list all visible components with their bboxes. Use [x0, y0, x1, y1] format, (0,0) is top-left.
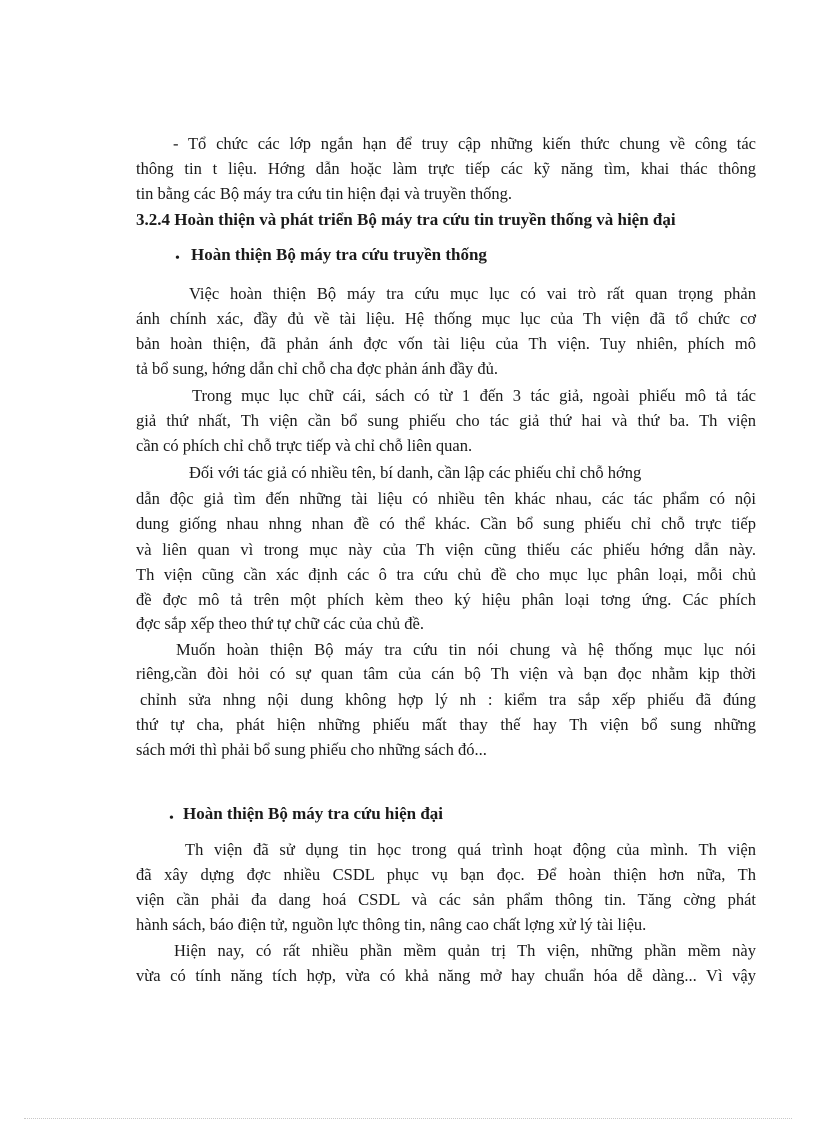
- text-line: Th viện cũng cần xác định các ô tra cứu chủ đề cho mục lục phân loại, mỗi chủ: [136, 565, 756, 584]
- text-line: đợc sắp xếp theo thứ tự chữ các của chủ đề.: [136, 614, 424, 633]
- text-line: Hiện nay, có rất nhiều phần mềm quản trị Th viện, những phần mềm này: [174, 941, 756, 960]
- text-line: vừa có tính năng tích hợp, vừa có khả năng mở hay chuẩn hóa dễ dàng... Vì vậy: [136, 966, 756, 985]
- text-line: đề đợc mô tả trên một phích kèm theo ký hiệu phân loại tơng ứng. Các phích: [136, 590, 756, 609]
- text-line: thứ tự cha, phát hiện những phiếu mất thay thế hay Th viện bổ sung những: [136, 715, 756, 734]
- section-heading: 3.2.4 Hoàn thiện và phát triển Bộ máy tra cứu tin truyền thống và hiện đại: [136, 210, 676, 229]
- subheading-traditional: Hoàn thiện Bộ máy tra cứu truyền thống: [191, 245, 487, 264]
- text-line: Đối với tác giả có nhiều tên, bí danh, cần lập các phiếu chỉ chỗ hớng: [189, 463, 642, 482]
- page-bottom-divider: [24, 1118, 792, 1119]
- text-line: viện cần phải đa dang hoá CSDL và các sản phẩm thông tin. Tăng cờng phát: [136, 890, 756, 909]
- text-line: riêng,cần đòi hỏi có sự quan tâm của cán bộ Th viện và bạn đọc nhằm kịp thời: [136, 664, 756, 683]
- subheading-modern: Hoàn thiện Bộ máy tra cứu hiện đại: [183, 804, 444, 823]
- text-line: Việc hoàn thiện Bộ máy tra cứu mục lục có vai trò rất quan trọng phản: [189, 284, 756, 303]
- text-line: tin bằng các Bộ máy tra cứu tin hiện đại và truyền thống.: [136, 184, 512, 203]
- text-line: giả thứ nhất, Th viện cần bổ sung phiếu cho tác giả thứ hai và thứ ba. Th viện: [136, 411, 756, 430]
- text-line: chỉnh sửa nhng nội dung không hợp lý nh : kiểm tra sắp xếp phiếu đã đúng: [140, 690, 756, 709]
- text-line: sách mới thì phải bổ sung phiếu cho những sách đó...: [136, 740, 487, 759]
- text-line: Trong mục lục chữ cái, sách có từ 1 đến 3 tác giả, ngoài phiếu mô tả tác: [192, 386, 756, 405]
- text-line: bản hoàn thiện, đã phản ánh đợc vốn tài liệu của Th viện. Tuy nhiên, phích mô: [136, 334, 756, 353]
- text-line: dẫn độc giả tìm đến những tài liệu có nhiều tên khác nhau, các tác phẩm có nội: [136, 489, 756, 508]
- text-line: thông tin t liệu. Hớng dẫn hoặc làm trực tiếp các kỹ năng tìm, khai thác thông: [136, 159, 756, 178]
- bullet-icon: •: [169, 811, 174, 826]
- text-line: Muốn hoàn thiện Bộ máy tra cứu tin nói chung và hệ thống mục lục nói: [176, 640, 756, 659]
- text-line: tả bổ sung, hớng dẫn chỉ chỗ cha đợc phản ánh đầy đủ.: [136, 359, 499, 378]
- bullet-icon: •: [175, 251, 180, 266]
- text-line: ánh chính xác, đầy đủ về tài liệu. Hệ thống mục lục của Th viện đã tổ chức cơ: [136, 309, 756, 328]
- text-line: Th viện đã sử dụng tin học trong quá trình hoạt động của mình. Th viện: [185, 840, 756, 859]
- text-line: dung giống nhau nhng nhan đề có thể khác. Cần bổ sung phiếu chỉ chỗ trực tiếp: [136, 514, 756, 533]
- text-line: cần có phích chỉ chỗ trực tiếp và chỉ chỗ liên quan.: [136, 436, 473, 455]
- text-line: hành sách, báo điện tử, nguồn lực thông tin, nâng cao chất lợng xử lý tài liệu.: [136, 915, 647, 934]
- text-line: và liên quan vì trong mục này của Th viện cũng thiếu các phiếu hớng dẫn này.: [136, 540, 756, 559]
- text-line: đã xây dựng đợc nhiều CSDL phục vụ bạn đọc. Để hoàn thiện hơn nữa, Th: [136, 865, 756, 884]
- text-line: - Tổ chức các lớp ngắn hạn để truy cập những kiến thức chung về công tác: [173, 134, 756, 153]
